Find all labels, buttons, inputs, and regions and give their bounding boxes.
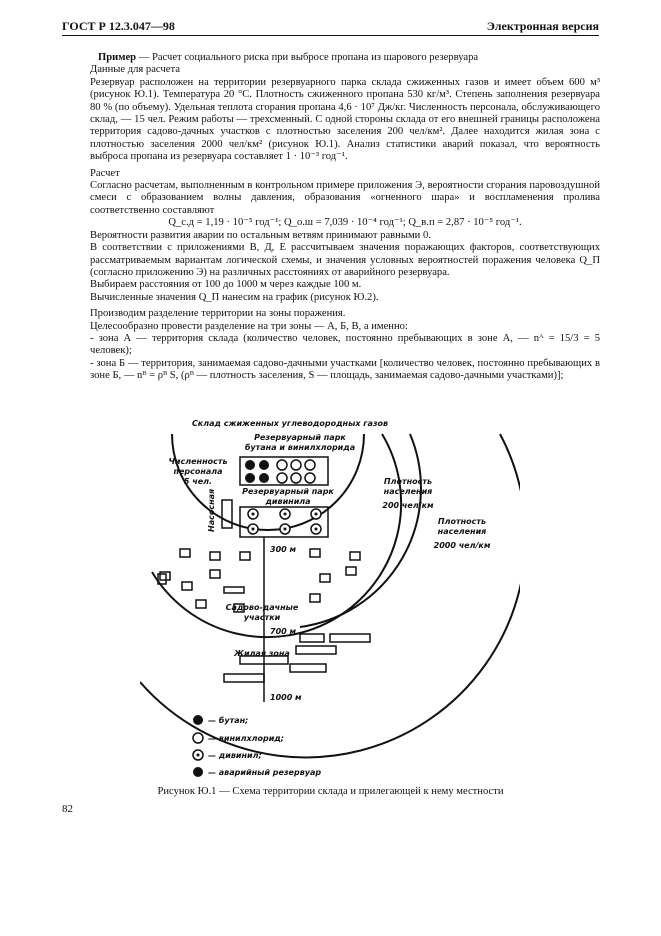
garden-label-2: участки (243, 613, 281, 622)
legend-vinyl-chloride: — винилхлорид; (208, 734, 284, 743)
paragraph-3: Вероятности развития аварии по остальным ветвям принимают равными 0. (90, 229, 431, 241)
personnel-label-2: персонала (173, 467, 223, 476)
legend-butane: — бутан; (208, 716, 249, 725)
legend (193, 715, 321, 777)
legend-divinyl: — дивинил; (208, 751, 262, 760)
tank-park-1-tanks (245, 460, 315, 483)
probability-formula: Q_с.д = 1,19 · 10⁻⁵ год⁻¹; Q_о.ш = 7,039 · 10⁻⁴ год⁻¹; Q_в.п = 2,87 · 10⁻⁵ год⁻¹. (168, 217, 522, 229)
figure-caption: Рисунок Ю.1 — Схема территории склада и прилегающей к нему местности (157, 786, 504, 797)
park2-label-2: дивинила (265, 497, 311, 506)
paragraph-7: Производим разделение территории на зоны поражения. (90, 308, 346, 320)
paragraph-5: Выбираем расстояния от 100 до 1000 м через каждые 100 м. (90, 279, 362, 291)
body-text (90, 52, 600, 383)
park1-label-2: бутана и винилхлорида (244, 443, 356, 452)
paragraph-4: В соответствии с приложениями В, Д, Е рассчитываем значения поражающих факторов, соответствующих рассматриваемым вариантам логической схемы, и значения условных вероятностей поражения человека Q_П (согласно приложению Э) на различных расстояниях от аварийного резервуара. (90, 242, 600, 278)
living-zone-label: Жилая зона (234, 649, 290, 658)
paragraph-2: Согласно расчетам, выполненным в контрольном примере приложения Э, вероятности сгорания паровоздушной смеси с образованием волны давления, образования «огненного шара» и воспламенения пролива соответственно составляют (90, 180, 600, 216)
personnel-label: Численность (168, 457, 228, 466)
park2-label: Резервуарный парк (242, 487, 334, 496)
density-c-label-2: населения (437, 527, 487, 536)
paragraph-6: Вычисленные значения Q_П нанесим на график (рисунок Ю.2). (90, 291, 379, 303)
personnel-count: 5 чел. (183, 477, 213, 486)
example-title: Пример (98, 52, 137, 63)
density-c-label: Плотность (437, 517, 487, 526)
density-b-label-2: населения (383, 487, 433, 496)
distance-1000: 1000 м (270, 693, 302, 702)
diagram-title: Склад сжиженных углеводородных газов (191, 419, 389, 428)
legend-accident-tank: — аварийный резервуар (208, 768, 322, 777)
distance-700: 700 м (270, 627, 297, 636)
header-rule (62, 35, 599, 36)
living-blocks (224, 634, 370, 682)
example-subtitle: — Расчет социального риска при выбросе пропана из шарового резервуара (136, 52, 479, 63)
pump-station-box (222, 500, 232, 528)
paragraph-10: - зона Б — территория, занимаемая садово-дачными участками [количество человек, постоянно пребывающих в зоне Б, — nᴮ = ρᴮ S, (ρᴮ — плотность заселения, S — площадь, занимаемая садово-дачными участками)]; (90, 357, 600, 382)
territory-scheme-diagram (140, 412, 520, 784)
density-b-value: 200 чел/км (382, 501, 434, 510)
park1-label: Резервуарный парк (254, 433, 346, 442)
page-number: 82 (62, 803, 73, 815)
density-c-value: 2000 чел/км (433, 541, 491, 550)
version-label: Электронная версия (486, 19, 599, 33)
document-code: ГОСТ Р 12.3.047—98 (62, 19, 175, 33)
garden-label: Садово-дачные (225, 603, 299, 612)
data-heading: Данные для расчета (90, 64, 180, 76)
paragraph-1: Резервуар расположен на территории резервуарного парка склада сжиженных газов и имеет объем 600 м³ (рисунок Ю.1). Температура 20 °С. Плотность сжиженного пропана 530 кг/м³. Степень заполнения резервуара 80 % (по объему). Удельная теплота сгорания пропана 4,6 · 10⁷ Дж/кг. Численность персонала, обслуживающего склад, — 15 чел. Режим работы — трехсменный. С одной стороны склада от его внешней границы расположена территория садово-дачных участков с плотностью заселения 200 чел/км². Далее находится жилая зона с плотностью заселения 2000 чел/км² (рисунок Ю.1). Анализ статистики аварий показал, что вероятность выброса пропана из резервуара составляет 1 · 10⁻³ год⁻¹. (90, 76, 600, 163)
pump-station-label: Насосная (207, 488, 216, 532)
paragraph-9: - зона А — территория склада (количество человек, постоянно пребывающих в зоне А, — nᴬ = 15/3 = 5 человек); (90, 332, 600, 357)
calc-heading: Расчет (90, 167, 120, 179)
distance-300: 300 м (270, 545, 297, 554)
density-b-label: Плотность (383, 477, 433, 486)
paragraph-8: Целесообразно провести разделение на три зоны — А, Б, В, а именно: (90, 320, 408, 332)
